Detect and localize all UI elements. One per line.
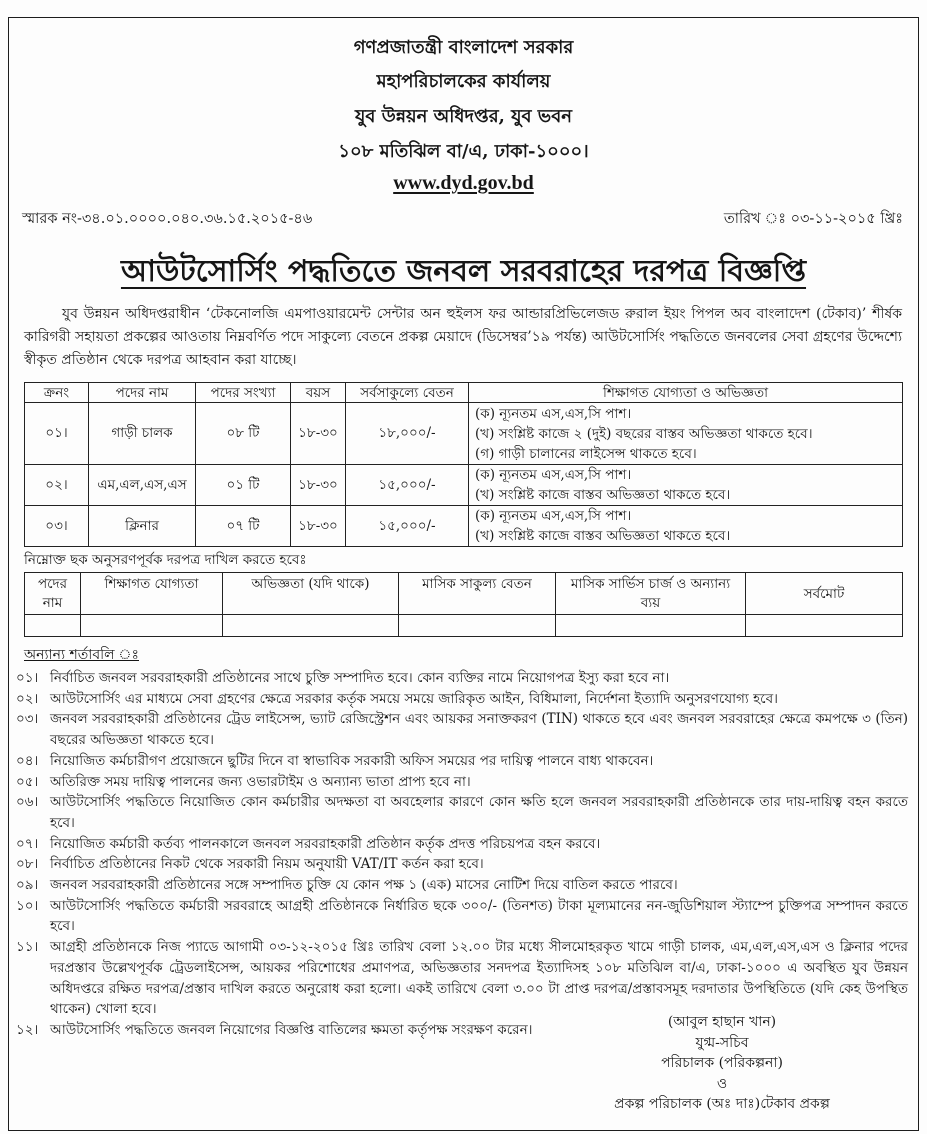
signatory-name: (আবুল হাছান খান) <box>667 1014 777 1030</box>
table-row <box>25 403 903 465</box>
empty-cell <box>81 615 223 637</box>
condition-number: ০১। <box>16 670 39 686</box>
condition-item <box>16 875 908 896</box>
age-cell: ১৮-৩০ <box>291 403 346 465</box>
signatory-designation: যুগ্ম-সচিব <box>695 1034 749 1051</box>
post-name-cell: গাড়ী চালক <box>89 403 196 465</box>
qualification-line: (ক) ন্যূনতম এস,এস,সি পাশ। <box>475 508 632 524</box>
condition-item <box>16 751 908 772</box>
signatory-role: পরিচালক (পরিকল্পনা) <box>661 1055 783 1071</box>
condition-item <box>16 772 908 793</box>
header-government-name: গণপ্রজাতন্ত্রী বাংলাদেশ সরকার <box>353 37 574 58</box>
header-age: বয়স <box>291 383 346 403</box>
empty-cell <box>399 615 556 637</box>
salary-cell: ১৫,০০০/- <box>346 506 469 547</box>
bid-form-empty-row <box>25 615 903 637</box>
condition-text: আউটসোর্সিং পদ্ধতিতে কর্মচারী সরবরাহে আগ্রহী প্রতিষ্ঠানকে নির্ধারিত ছকে ৩০০/- (তিনশত) টাকা মূল্যমানের নন-জুডিশিয়াল স্ট্যাম্পে চুক্তিপত্র সম্পাদন করতে হবে। <box>50 897 908 935</box>
header-department: যুব উন্নয়ন অধিদপ্তর, যুব ভবন <box>355 106 572 127</box>
notice-title: আউটসোর্সিং পদ্ধতিতে জনবল সরবরাহের দরপত্র বিজ্ঞপ্তি <box>120 254 807 289</box>
serial-cell: ০২। <box>25 465 89 506</box>
condition-text: নিয়োজিত কর্মচারীগণ প্রয়োজনে ছুটির দিনে বা স্বাভাবিক সরকারী অফিস সময়ের পর দায়িত্ব পালনে বাধ্য থাকবেন। <box>50 752 654 769</box>
header-post-count: পদের সংখ্যা <box>196 383 291 403</box>
condition-item <box>16 709 908 750</box>
condition-number: ০২। <box>16 690 39 707</box>
condition-text: নির্বাচিত জনবল সরবরাহকারী প্রতিষ্ঠানের সাথে চুক্তি সম্পাদিত হবে। কোন ব্যক্তির নামে নিয়োগপত্র ইস্যু করা হবে না। <box>50 670 670 686</box>
header-qualifications: শিক্ষাগত যোগ্যতা ও অভিজ্ঞতা <box>469 383 903 403</box>
conditions-heading: অন্যান্য শর্তাবলি ঃ <box>24 647 139 663</box>
condition-item <box>16 834 908 855</box>
condition-text: জনবল সরবরাহকারী প্রতিষ্ঠানের ট্রেড লাইসেন্স, ভ্যাট রেজিস্ট্রেশন এবং আয়কর সনাক্তকরণ (TIN) থাকতে হবে এবং জনবল সরবরাহের ক্ষেত্রে কমপক্ষে ৩ (তিন) বছরের অভিজ্ঞতা থাকতে হবে। <box>50 711 908 749</box>
serial-cell: ০১। <box>25 403 89 465</box>
posts-table <box>24 382 903 547</box>
post-count-cell: ০৮ টি <box>196 403 291 465</box>
condition-number: ০৬। <box>16 794 39 811</box>
condition-text: আউটসোর্সিং এর মাধ্যমে সেবা গ্রহণের ক্ষেত্রে সরকার কর্তৃক সময়ে সময়ে জারিকৃত আইন, বিধিমালা, নির্দেশনা ইত্যাদি অনুসরণযোগ্য হবে। <box>50 690 778 707</box>
condition-item <box>16 689 908 710</box>
condition-number: ০৪। <box>16 752 39 769</box>
form-header-post-name: পদের নাম <box>25 573 81 615</box>
form-header-total: সর্বমোট <box>746 573 903 615</box>
qualification-line: (খ) সংশ্লিষ্ট কাজে বাস্তব অভিজ্ঞতা থাকতে হবে। <box>475 487 731 503</box>
condition-item <box>16 792 908 833</box>
form-header-service-charge: মাসিক সার্ভিস চার্জ ও অন্যান্য ব্যয় <box>556 573 746 615</box>
intro-paragraph: যুব উন্নয়ন অধিদপ্তরাধীন ‘টেকনোলজি এমপাওয়ারমেন্ট সেন্টার অন হুইলস ফর আন্ডারপ্রিভিলেজড রুরাল ইয়ং পিপল অব বাংলাদেশ (টেকাব)’ শীর্ষক কারিগরী সহায়তা প্রকল্পের আওতায় নিম্নবর্ণিত পদে সাকুল্যে বেতনে প্রকল্প মেয়াদে (ডিসেম্বর’১৯ পর্যন্ত) আউটসোর্সিং পদ্ধতিতে জনবলের সেবা গ্রহণের উদ্দেশ্যে স্বীকৃত প্রতিষ্ঠান থেকে দরপত্র আহবান করা যাচ্ছে। <box>24 306 902 368</box>
memo-number: স্মারক নং-৩৪.০১.০০০০.০৪০.৩৬.১৫.২০১৫-৪৬ <box>22 211 313 227</box>
condition-text: নির্বাচিত প্রতিষ্ঠানের নিকট থেকে সরকারী নিয়ম অনুযায়ী VAT/IT কর্তন করা হবে। <box>50 856 484 873</box>
empty-cell <box>223 615 399 637</box>
header-salary: সর্বসাকুল্যে বেতন <box>346 383 469 403</box>
condition-item <box>16 896 908 937</box>
qualification-line: (গ) গাড়ী চালানের লাইসেন্স থাকতে হবে। <box>475 445 697 462</box>
qualifications-cell <box>469 506 903 547</box>
form-header-monthly-salary: মাসিক সাকুল্য বেতন <box>399 573 556 615</box>
qualification-line: (খ) সংশ্লিষ্ট কাজে ২ (দুই) বছরের বাস্তব অভিজ্ঞতা থাকতে হবে। <box>475 425 813 442</box>
header-office-name: মহাপরিচালকের কার্যালয় <box>376 71 551 92</box>
serial-cell: ০৩। <box>25 506 89 547</box>
age-cell: ১৮-৩০ <box>291 465 346 506</box>
condition-text: আউটসোর্সিং পদ্ধতিতে জনবল নিয়োগের বিজ্ঞপ্তি বাতিলের ক্ষমতা কর্তৃপক্ষ সংরক্ষণ করেন। <box>50 1021 533 1038</box>
salary-cell: ১৮,০০০/- <box>346 403 469 465</box>
signatory-conjunction: ও <box>716 1075 728 1092</box>
condition-number: ১০। <box>16 897 39 914</box>
qualifications-cell <box>469 403 903 465</box>
empty-cell <box>25 615 81 637</box>
post-count-cell: ০৭ টি <box>196 506 291 547</box>
empty-cell <box>556 615 746 637</box>
signature-block <box>582 1012 862 1115</box>
condition-item <box>16 937 908 1020</box>
empty-cell <box>746 615 903 637</box>
form-header-education: শিক্ষাগত যোগ্যতা <box>81 573 223 615</box>
qualifications-cell <box>469 465 903 506</box>
post-name-cell: এম,এল,এস,এস <box>89 465 196 506</box>
form-header-experience: অভিজ্ঞতা (যদি থাকে) <box>223 573 399 615</box>
condition-text: আউটসোর্সিং পদ্ধতিতে নিয়োজিত কোন কর্মচারীর অদক্ষতা বা অবহেলার কারণে কোন ক্ষতি হলে জনবল সরবরাহকারী প্রতিষ্ঠানকে তার দায়-দায়িত্ব বহন করতে হবে। <box>50 794 908 831</box>
condition-number: ০৩। <box>16 711 39 728</box>
condition-number: ০৫। <box>16 773 39 790</box>
header-post-name: পদের নাম <box>89 383 196 403</box>
bid-form-table <box>24 572 903 637</box>
condition-number: ১১। <box>16 939 39 956</box>
bid-form-header-row <box>25 573 903 615</box>
posts-table-header-row <box>25 383 903 403</box>
header-address: ১০৮ মতিঝিল বা/এ, ঢাকা-১০০০। <box>338 141 589 162</box>
post-name-cell: ক্লিনার <box>89 506 196 547</box>
condition-text: জনবল সরবরাহকারী প্রতিষ্ঠানের সঙ্গে সম্পাদিত চুক্তি যে কোন পক্ষ ১ (এক) মাসের নোটিশ দিয়ে বাতিল করতে পারবে। <box>50 877 678 894</box>
signatory-project-role: প্রকল্প পরিচালক (অঃ দাঃ)টেকাব প্রকল্প <box>614 1096 830 1112</box>
salary-cell: ১৫,০০০/- <box>346 465 469 506</box>
memo-date: তারিখ ঃ ০৩-১১-২০১৫ খ্রিঃ <box>723 211 903 227</box>
age-cell: ১৮-৩০ <box>291 506 346 547</box>
condition-item <box>16 668 908 689</box>
condition-item <box>16 854 908 875</box>
condition-number: ০৯। <box>16 877 39 894</box>
condition-text: অতিরিক্ত সময় দায়িত্ব পালনের জন্য ওভারটাইম ও অন্যান্য ভাতা প্রাপ্য হবে না। <box>50 773 471 790</box>
condition-number: ১২। <box>16 1021 39 1038</box>
qualification-line: (খ) সংশ্লিষ্ট কাজে বাস্তব অভিজ্ঞতা থাকতে হবে। <box>475 528 731 544</box>
qualification-line: (ক) ন্যূনতম এস,এস,সি পাশ। <box>475 405 632 422</box>
post-count-cell: ০১ টি <box>196 465 291 506</box>
qualification-line: (ক) ন্যূনতম এস,এস,সি পাশ। <box>475 467 632 483</box>
form-instruction: নিম্নোক্ত ছক অনুসরণপূর্বক দরপত্র দাখিল করতে হবেঃ <box>24 552 307 568</box>
table-row <box>25 465 903 506</box>
header-website: www.dyd.gov.bd <box>393 172 534 194</box>
table-row <box>25 506 903 547</box>
condition-text: নিয়োজিত কর্মচারী কর্তব্য পালনকালে জনবল সরবরাহকারী প্রতিষ্ঠান কর্তৃক প্রদত্ত পরিচয়পত্র বহন করবে। <box>50 835 601 852</box>
condition-number: ০৭। <box>16 835 39 852</box>
condition-number: ০৮। <box>16 856 39 873</box>
condition-text: আগ্রহী প্রতিষ্ঠানকে নিজ প্যাডে আগামী ০৩-১২-২০১৫ খ্রিঃ তারিখ বেলা ১২.০০ টার মধ্যে সীলমোহরকৃত খামে গাড়ী চালক, এম,এল,এস,এস ও ক্লিনার পদের দরপ্রস্তাব উল্লেখপূর্বক ট্রেডলাইসেন্স, আয়কর পরিশোধের প্রমাণপত্র, অভিজ্ঞতার সনদপত্র ইত্যাদিসহ ১০৮ মতিঝিল বা/এ, ঢাকা-১০০০ এ অবস্থিত যুব উন্নয়ন অধিদপ্তরে রক্ষিত দরপত্র/প্রস্তাব দাখিল করতে অনুরোধ করা হলো। একই তারিখে বেলা ৩.০০ টা প্রাপ্ত দরপত্র/প্রস্তাবসমূহ দরদাতার উপস্থিতিতে (যদি কেহ উপস্থিত থাকেন) খোলা হবে। <box>50 939 908 1018</box>
header-serial: ক্রনং <box>25 383 89 403</box>
